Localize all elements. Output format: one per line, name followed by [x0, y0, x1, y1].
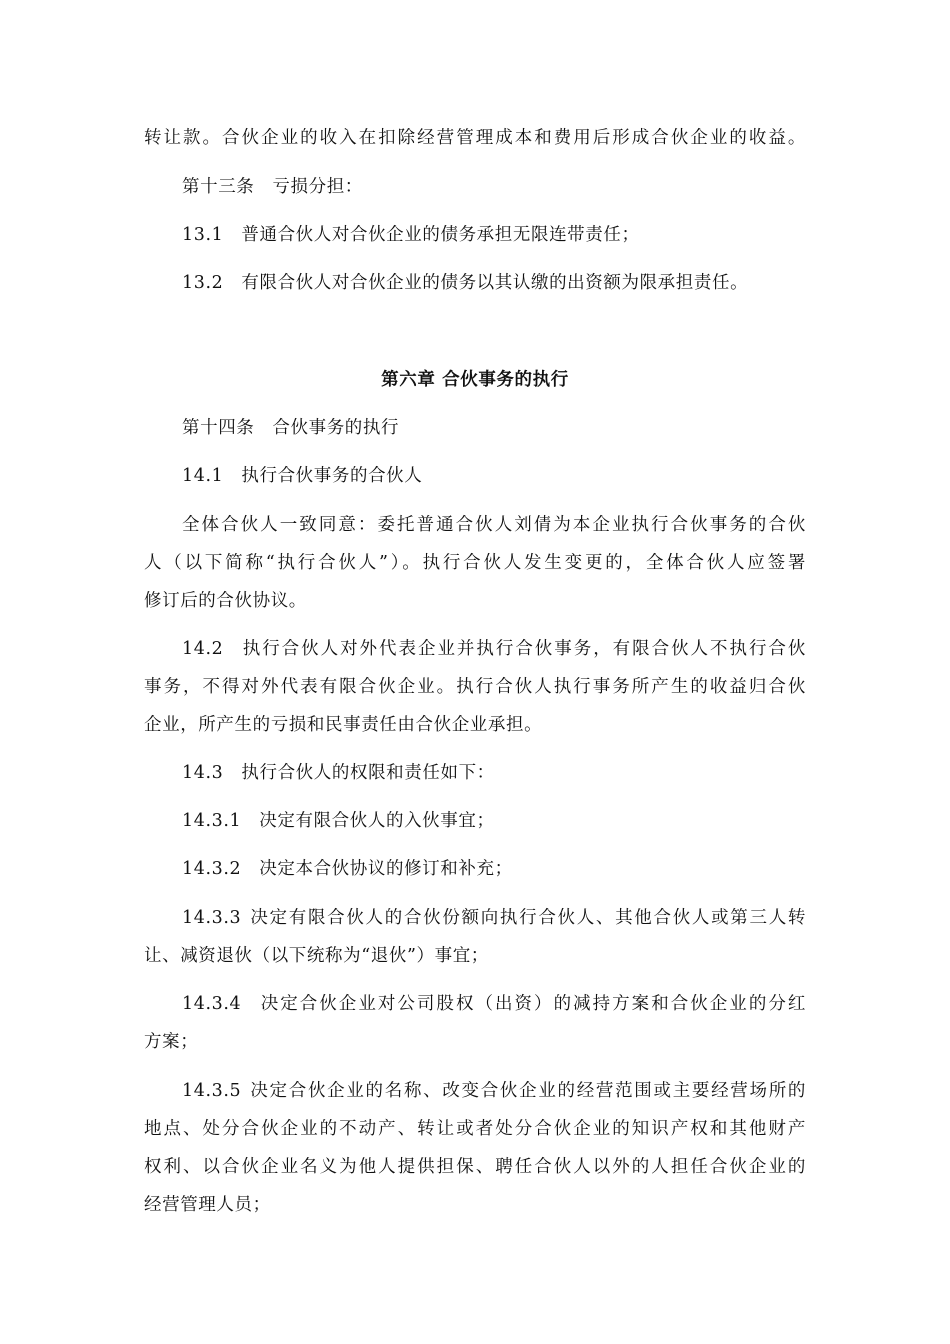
- clause-14-1: [182, 463, 806, 489]
- clause-14-3-4: [182, 991, 806, 1017]
- clause-number: 13.2: [182, 273, 224, 293]
- clause-number: 14.1: [182, 466, 224, 486]
- clause-number: 14.2: [182, 639, 224, 659]
- clause-14-3-1: [182, 808, 806, 834]
- clause-text: 决定有限合伙人的入伙事宜；: [259, 811, 495, 831]
- article-number: 第十三条: [182, 177, 255, 197]
- clause-14-2: [182, 636, 806, 662]
- clause-text: 执行合伙事务的合伙人: [241, 466, 423, 486]
- clause-number: 14.3.2: [182, 859, 242, 879]
- article-title: 亏损分担：: [272, 177, 363, 197]
- clause-text: 决定合伙企业对公司股权（出资）的减持方案和合伙企业的分红: [259, 994, 806, 1014]
- clause-number: 14.3.3: [182, 908, 242, 928]
- clause-13-2: [182, 270, 806, 296]
- chapter-6-title: 第六章 合伙事务的执行: [381, 370, 569, 390]
- paragraph-line: 转让款。合伙企业的收入在扣除经营管理成本和费用后形成合伙企业的收益。: [144, 128, 806, 148]
- paragraph-line: 修订后的合伙协议。: [144, 591, 307, 611]
- paragraph-line: 让、减资退伙（以下统称为“退伙”）事宜；: [144, 946, 489, 966]
- paragraph-line: 人（以下简称“执行合伙人”）。执行合伙人发生变更的，全体合伙人应签署: [144, 553, 806, 573]
- clause-number: 14.3.1: [182, 811, 242, 831]
- clause-14-3-5: [182, 1078, 806, 1104]
- paragraph-line: 权利、以合伙企业名义为他人提供担保、聘任合伙人以外的人担任合伙企业的: [144, 1157, 806, 1177]
- clause-number: 14.3.4: [182, 994, 242, 1014]
- clause-number: 14.3: [182, 763, 224, 783]
- clause-text: 普通合伙人对合伙企业的债务承担无限连带责任；: [241, 225, 640, 245]
- article-14-heading: [182, 415, 806, 441]
- article-number: 第十四条: [182, 418, 255, 438]
- clause-14-3: [182, 760, 806, 786]
- clause-text: 执行合伙人对外代表企业并执行合伙事务，有限合伙人不执行合伙: [241, 639, 806, 659]
- clause-text: 决定本合伙协议的修订和补充；: [259, 859, 513, 879]
- paragraph-line: 全体合伙人一致同意：委托普通合伙人刘倩为本企业执行合伙事务的合伙: [182, 515, 806, 535]
- clause-14-3-2: [182, 856, 806, 882]
- clause-text: 执行合伙人的权限和责任如下：: [241, 763, 495, 783]
- clause-number: 14.3.5: [182, 1081, 242, 1101]
- article-13-heading: [182, 174, 806, 200]
- clause-text: 决定合伙企业的名称、改变合伙企业的经营范围或主要经营场所的: [249, 1081, 806, 1101]
- paragraph-line: 企业，所产生的亏损和民事责任由合伙企业承担。: [144, 715, 543, 735]
- paragraph-line: 方案；: [144, 1032, 199, 1052]
- clause-13-1: [182, 222, 806, 248]
- paragraph-line: 经营管理人员；: [144, 1195, 271, 1215]
- paragraph-line: 事务，不得对外代表有限合伙企业。执行合伙人执行事务所产生的收益归合伙: [144, 677, 806, 697]
- clause-text: 有限合伙人对合伙企业的债务以其认缴的出资额为限承担责任。: [241, 273, 749, 293]
- clause-number: 13.1: [182, 225, 224, 245]
- paragraph-line: 地点、处分合伙企业的不动产、转让或者处分合伙企业的知识产权和其他财产: [144, 1119, 806, 1139]
- article-title: 合伙事务的执行: [272, 418, 400, 438]
- clause-text: 决定有限合伙人的合伙份额向执行合伙人、其他合伙人或第三人转: [249, 908, 806, 928]
- clause-14-3-3: [182, 905, 806, 931]
